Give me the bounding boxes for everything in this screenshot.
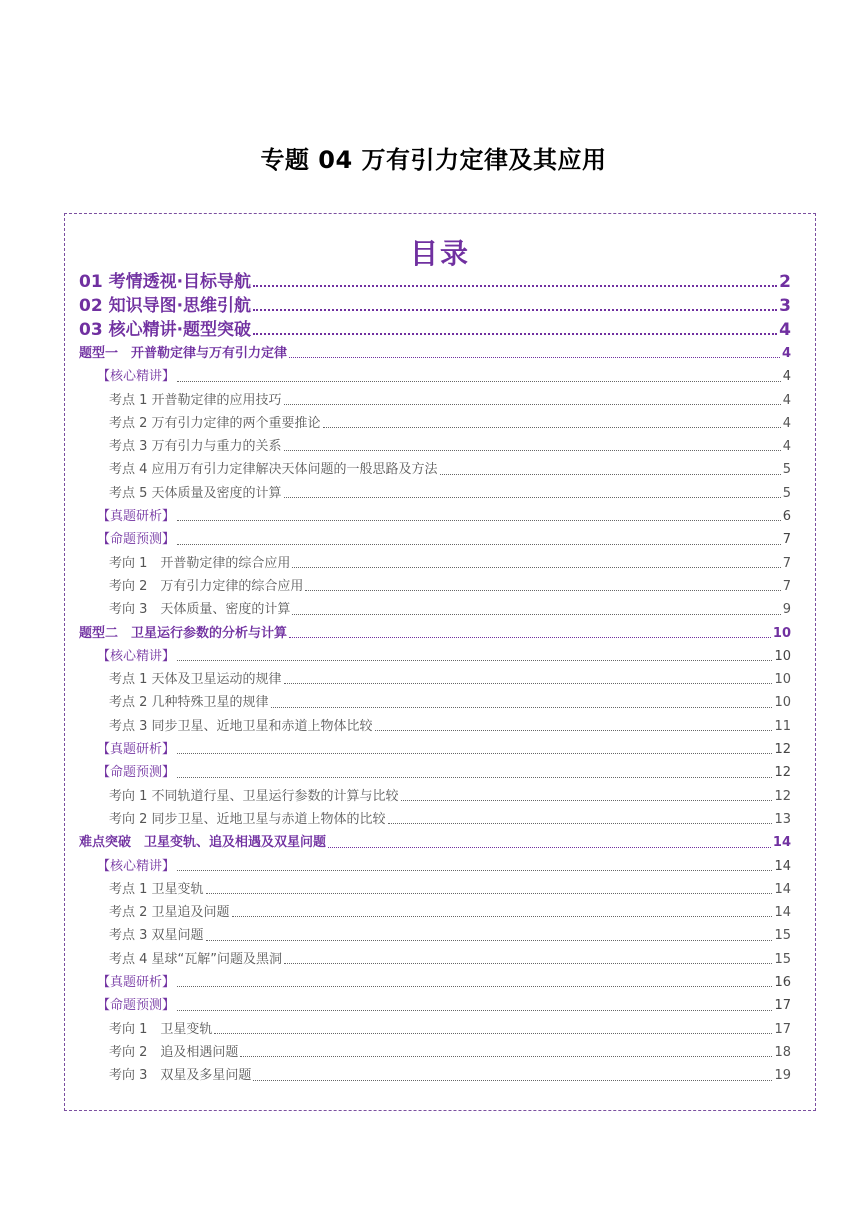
table-of-contents <box>64 213 816 1111</box>
toc-entry-label: 题型二 卫星运行参数的分析与计算 <box>79 625 288 641</box>
toc-entry-label: 考点 2 卫星追及问题 <box>109 905 230 921</box>
toc-entry-label: 考点 5 天体质量及密度的计算 <box>109 485 282 501</box>
toc-entry[interactable] <box>79 270 791 294</box>
toc-entry-page: 4 <box>782 439 791 455</box>
document-title: 专题 04 万有引力定律及其应用 <box>260 146 607 174</box>
toc-dot-leader <box>253 309 777 311</box>
toc-entry[interactable] <box>79 994 791 1017</box>
toc-dot-leader <box>388 823 773 824</box>
toc-entry[interactable] <box>79 482 791 505</box>
toc-entry[interactable] <box>79 505 791 528</box>
toc-dot-leader <box>177 660 772 661</box>
toc-entry-label: 【命题预测】 <box>97 765 176 781</box>
toc-entry-page: 4 <box>782 369 791 385</box>
toc-entry-label: 【真题研析】 <box>97 975 176 991</box>
toc-entry-label: 考向 1 卫星变轨 <box>109 1021 213 1037</box>
toc-entry[interactable] <box>79 1041 791 1064</box>
toc-entry-label: 【核心精讲】 <box>97 648 176 664</box>
toc-entry[interactable] <box>79 715 791 738</box>
toc-entry[interactable] <box>79 435 791 458</box>
toc-entry-page: 14 <box>774 881 791 897</box>
toc-entry-page: 4 <box>779 320 791 340</box>
toc-entry-label: 考向 2 同步卫星、近地卫星与赤道上物体的比较 <box>109 811 386 827</box>
toc-entry-label: 03 核心精讲·题型突破 <box>79 320 252 340</box>
toc-entry-page: 15 <box>774 951 791 967</box>
toc-dot-leader <box>284 683 773 684</box>
toc-entry-page: 5 <box>782 462 791 478</box>
toc-entry-label: 01 考情透视·目标导航 <box>79 272 252 292</box>
toc-entry-label: 考点 2 万有引力定律的两个重要推论 <box>109 415 321 431</box>
toc-entry[interactable] <box>79 924 791 947</box>
toc-entry-page: 12 <box>774 742 791 758</box>
toc-dot-leader <box>401 800 773 801</box>
toc-dot-leader <box>284 450 781 451</box>
toc-entry-page: 4 <box>782 392 791 408</box>
toc-entry[interactable] <box>79 761 791 784</box>
toc-entry-page: 15 <box>774 928 791 944</box>
toc-entry-label: 02 知识导图·思维引航 <box>79 296 252 316</box>
toc-dot-leader <box>292 567 780 568</box>
toc-entry[interactable] <box>79 831 791 854</box>
toc-entry[interactable] <box>79 1018 791 1041</box>
toc-entry-label: 【真题研析】 <box>97 509 176 525</box>
toc-entry-label: 考向 1 开普勒定律的综合应用 <box>109 555 291 571</box>
toc-dot-leader <box>240 1056 772 1057</box>
toc-entry[interactable] <box>79 389 791 412</box>
toc-entry-label: 考点 3 万有引力与重力的关系 <box>109 439 282 455</box>
toc-list <box>79 270 791 1088</box>
toc-entry[interactable] <box>79 901 791 924</box>
toc-dot-leader <box>214 1033 772 1034</box>
toc-entry-label: 考向 2 追及相遇问题 <box>109 1044 239 1060</box>
toc-entry-page: 19 <box>774 1068 791 1084</box>
toc-entry-label: 难点突破 卫星变轨、追及相遇及双星问题 <box>79 835 327 851</box>
toc-entry-page: 14 <box>774 858 791 874</box>
toc-dot-leader <box>375 730 773 731</box>
toc-entry-page: 6 <box>782 509 791 525</box>
toc-entry[interactable] <box>79 738 791 761</box>
toc-dot-leader <box>232 916 773 917</box>
toc-entry[interactable] <box>79 342 791 365</box>
toc-dot-leader <box>206 940 773 941</box>
toc-entry-page: 12 <box>774 765 791 781</box>
toc-entry[interactable] <box>79 575 791 598</box>
toc-dot-leader <box>271 707 773 708</box>
toc-entry-label: 考点 1 天体及卫星运动的规律 <box>109 672 282 688</box>
toc-entry-page: 12 <box>774 788 791 804</box>
toc-entry-page: 10 <box>774 672 791 688</box>
toc-entry-page: 4 <box>781 346 791 361</box>
toc-entry-page: 10 <box>774 648 791 664</box>
toc-entry-page: 2 <box>779 272 791 292</box>
toc-entry-label: 考向 1 不同轨道行星、卫星运行参数的计算与比较 <box>109 788 399 804</box>
toc-entry[interactable] <box>79 365 791 388</box>
toc-entry-page: 14 <box>772 835 791 851</box>
toc-dot-leader <box>177 381 781 382</box>
toc-dot-leader <box>284 963 772 964</box>
toc-dot-leader <box>177 544 781 545</box>
toc-entry-label: 考点 3 同步卫星、近地卫星和赤道上物体比较 <box>109 718 373 734</box>
toc-entry-label: 【核心精讲】 <box>97 369 176 385</box>
toc-entry[interactable] <box>79 691 791 714</box>
toc-entry-page: 10 <box>774 695 791 711</box>
toc-entry-label: 考向 3 双星及多星问题 <box>109 1068 252 1084</box>
toc-dot-leader <box>305 590 780 591</box>
toc-entry-label: 题型一 开普勒定律与万有引力定律 <box>79 346 288 361</box>
toc-entry-label: 考点 2 几种特殊卫星的规律 <box>109 695 269 711</box>
toc-entry[interactable] <box>79 948 791 971</box>
toc-dot-leader <box>284 497 781 498</box>
toc-entry-label: 考点 3 双星问题 <box>109 928 204 944</box>
toc-entry-label: 【核心精讲】 <box>97 858 176 874</box>
toc-entry-label: 考点 1 开普勒定律的应用技巧 <box>109 392 282 408</box>
toc-heading: 目录 <box>409 237 470 270</box>
toc-dot-leader <box>253 285 777 287</box>
toc-entry-page: 14 <box>774 905 791 921</box>
toc-dot-leader <box>292 614 780 615</box>
toc-entry-page: 13 <box>774 811 791 827</box>
toc-entry-page: 17 <box>774 1021 791 1037</box>
toc-entry[interactable] <box>79 785 791 808</box>
toc-entry[interactable] <box>79 528 791 551</box>
toc-dot-leader <box>177 870 772 871</box>
toc-entry[interactable] <box>79 645 791 668</box>
toc-entry-page: 11 <box>774 718 791 734</box>
toc-entry-page: 16 <box>774 975 791 991</box>
toc-entry[interactable] <box>79 294 791 318</box>
toc-dot-leader <box>328 847 771 848</box>
toc-entry-page: 10 <box>772 625 791 641</box>
toc-entry-label: 【真题研析】 <box>97 742 176 758</box>
toc-entry[interactable] <box>79 878 791 901</box>
toc-entry-page: 9 <box>782 602 791 618</box>
toc-entry-label: 考向 3 天体质量、密度的计算 <box>109 602 291 618</box>
toc-entry-page: 5 <box>782 485 791 501</box>
toc-entry-page: 7 <box>782 578 791 594</box>
toc-entry[interactable] <box>79 412 791 435</box>
toc-entry-label: 考向 2 万有引力定律的综合应用 <box>109 578 304 594</box>
toc-dot-leader <box>253 1080 772 1081</box>
toc-dot-leader <box>289 637 771 638</box>
toc-dot-leader <box>177 986 772 987</box>
toc-entry[interactable] <box>79 1064 791 1087</box>
toc-entry[interactable] <box>79 855 791 878</box>
toc-dot-leader <box>177 753 772 754</box>
toc-entry[interactable] <box>79 598 791 621</box>
toc-dot-leader <box>177 520 781 521</box>
toc-entry-page: 3 <box>779 296 791 316</box>
toc-entry[interactable] <box>79 552 791 575</box>
toc-entry-label: 考点 1 卫星变轨 <box>109 881 204 897</box>
toc-dot-leader <box>177 1010 772 1011</box>
toc-entry-label: 【命题预测】 <box>97 998 176 1014</box>
toc-dot-leader <box>206 893 773 894</box>
toc-entry-page: 18 <box>774 1044 791 1060</box>
toc-entry-label: 考点 4 应用万有引力定律解决天体问题的一般思路及方法 <box>109 462 438 478</box>
toc-dot-leader <box>284 404 781 405</box>
toc-entry[interactable] <box>79 458 791 481</box>
toc-entry[interactable] <box>79 318 791 342</box>
toc-dot-leader <box>289 357 780 358</box>
toc-entry-page: 7 <box>782 555 791 571</box>
toc-entry[interactable] <box>79 971 791 994</box>
toc-entry[interactable] <box>79 622 791 645</box>
toc-entry[interactable] <box>79 668 791 691</box>
toc-dot-leader <box>253 333 777 335</box>
toc-dot-leader <box>440 474 781 475</box>
toc-entry-label: 考点 4 星球“瓦解”问题及黑洞 <box>109 951 283 967</box>
toc-entry-page: 7 <box>782 532 791 548</box>
toc-entry[interactable] <box>79 808 791 831</box>
toc-entry-page: 17 <box>774 998 791 1014</box>
toc-dot-leader <box>177 777 772 778</box>
toc-entry-page: 4 <box>782 415 791 431</box>
toc-dot-leader <box>323 427 781 428</box>
toc-entry-label: 【命题预测】 <box>97 532 176 548</box>
